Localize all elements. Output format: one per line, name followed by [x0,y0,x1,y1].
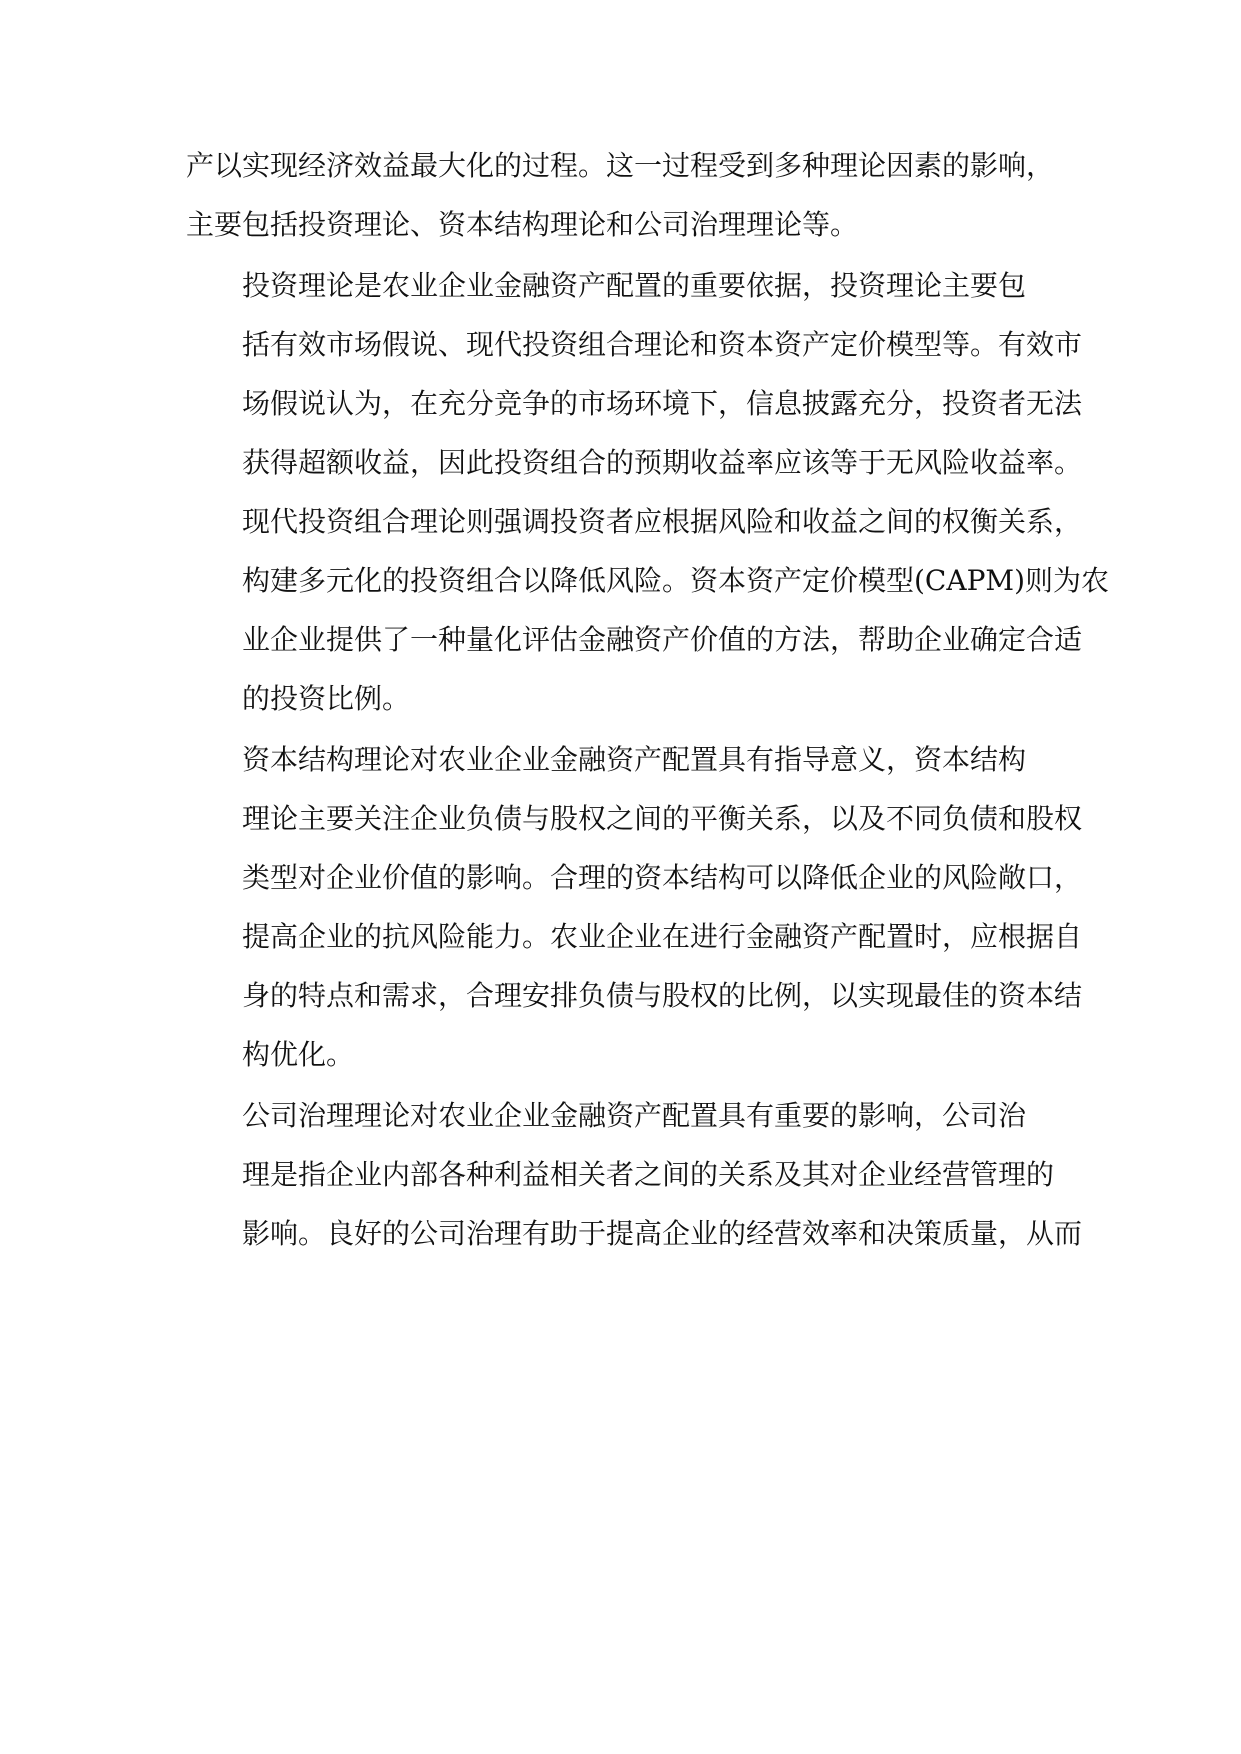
text-line: 场假说认为，在充分竞争的市场环境下，信息披露充分，投资者无法 [242,387,1083,420]
text-line: 提高企业的抗风险能力。农业企业在进行金融资产配置时，应根据自 [242,920,1083,953]
body-text [186,136,1110,1265]
text-line: 资本结构理论对农业企业金融资产配置具有指导意义，资本结构 [242,743,1027,776]
text-line: 公司治理理论对农业企业金融资产配置具有重要的影响，公司治 [242,1099,1027,1132]
text-line: 的投资比例。 [242,682,411,715]
text-line: 主要包括投资理论、资本结构理论和公司治理理论等。 [186,208,859,241]
text-line: 产以实现经济效益最大化的过程。这一过程受到多种理论因素的影响， [186,149,1055,182]
paragraph [186,730,1083,1084]
text-line: 投资理论是农业企业金融资产配置的重要依据，投资理论主要包 [242,269,1027,302]
text-line: 获得超额收益，因此投资组合的预期收益率应该等于无风险收益率。 [242,446,1083,479]
paragraph [186,1086,1083,1263]
text-line: 括有效市场假说、现代投资组合理论和资本资产定价模型等。有效市 [242,328,1083,361]
text-line: 业企业提供了一种量化评估金融资产价值的方法，帮助企业确定合适 [242,623,1083,656]
paragraph [186,136,1076,254]
text-line: 类型对企业价值的影响。合理的资本结构可以降低企业的风险敞口， [242,861,1083,894]
text-line: 现代投资组合理论则强调投资者应根据风险和收益之间的权衡关系， [242,505,1083,538]
text-line: 身的特点和需求，合理安排负债与股权的比例，以实现最佳的资本结 [242,979,1083,1012]
text-line: 构建多元化的投资组合以降低风险。资本资产定价模型(CAPM)则为农 [242,564,1110,597]
text-line: 影响。良好的公司治理有助于提高企业的经营效率和决策质量，从而 [242,1217,1083,1250]
paragraph [186,256,1110,728]
text-line: 理论主要关注企业负债与股权之间的平衡关系，以及不同负债和股权 [242,802,1083,835]
text-line: 理是指企业内部各种利益相关者之间的关系及其对企业经营管理的 [242,1158,1055,1191]
text-line: 构优化。 [242,1038,355,1071]
